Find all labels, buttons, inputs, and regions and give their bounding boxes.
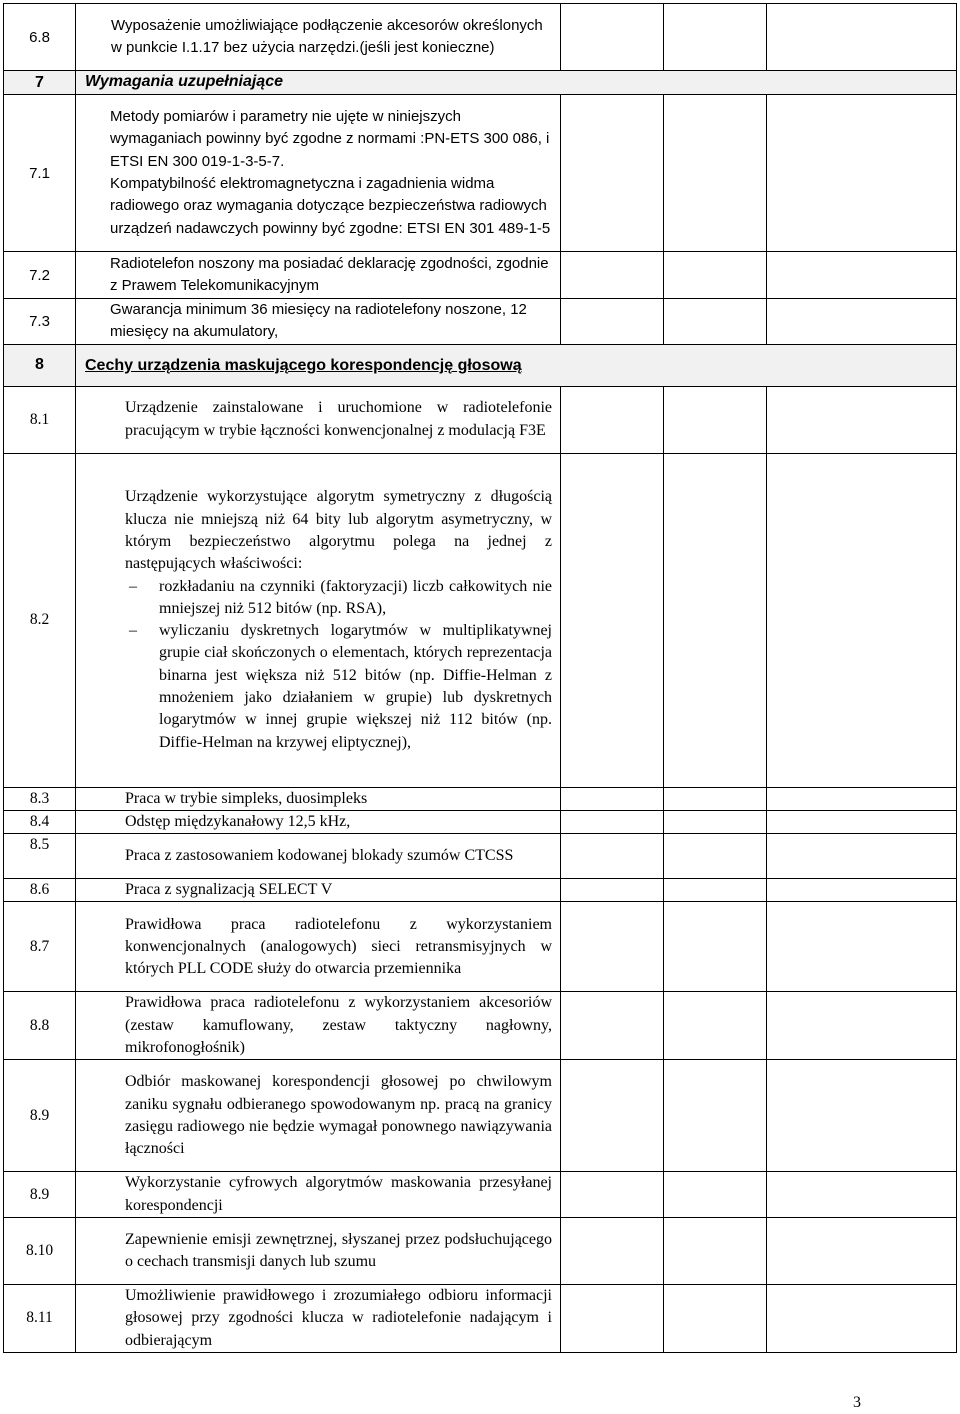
section-number: 7	[4, 71, 76, 95]
row-description: Wyposażenie umożliwiające podłączenie akcesorów określonych w punkcie I.1.17 bez użycia narzędzi.(jeśli jest konieczne)	[76, 4, 561, 71]
list-item: – wyliczaniu dyskretnych logarytmów w multiplikatywnej grupie ciał skończonych o elementach, których reprezentacja binarna jest większa niż 512 bitów (np. Diffie-Helman z mnożeniem jako działaniem w grupie) lub dyskretnych logarytmów w innej grupie większej niż 112 bitów (np. Diffie-Helman na krzywej eliptycznej),	[159, 620, 552, 754]
row-number: 8.9	[4, 1172, 76, 1218]
empty-cell	[561, 252, 664, 299]
row-description: Urządzenie zainstalowane i uruchomione w radiotelefonie pracującym w trybie łączności konwencjonalnej z modulacją F3E	[76, 386, 561, 453]
empty-cell	[767, 299, 957, 345]
row-number: 7.3	[4, 299, 76, 345]
table-row	[4, 787, 957, 810]
row-description	[76, 453, 561, 787]
empty-cell	[767, 453, 957, 787]
row-description: Prawidłowa praca radiotelefonu z wykorzystaniem akcesoriów (zestaw kamuflowany, zestaw taktyczny nagłowny, mikrofonogłośnik)	[76, 992, 561, 1060]
row-description: Umożliwienie prawidłowego i zrozumiałego odbioru informacji głosowej przy zgodności klucza w radiotelefonie nadającym i odbierającym	[76, 1284, 561, 1352]
empty-cell	[561, 902, 664, 992]
row-number: 8.1	[4, 386, 76, 453]
empty-cell	[767, 95, 957, 252]
empty-cell	[664, 834, 767, 879]
empty-cell	[767, 879, 957, 902]
row-number: 8.2	[4, 453, 76, 787]
empty-cell	[767, 4, 957, 71]
paragraph: Kompatybilność elektromagnetyczna i zagadnienia widma radiowego oraz wymagania dotyczące bezpieczeństwa radiowych urządzeń nadawczych powinny być zgodne: ETSI EN 301 489-1-5	[110, 175, 551, 237]
empty-cell	[767, 1217, 957, 1284]
table-row	[4, 299, 957, 345]
empty-cell	[561, 386, 664, 453]
section-number: 8	[4, 344, 76, 386]
table-row	[4, 1217, 957, 1284]
empty-cell	[767, 810, 957, 833]
paragraph: Urządzenie wykorzystujące algorytm symetryczny z długością klucza nie mniejszą niż 64 bity lub algorytm asymetryczny, w którym bezpieczeństwo algorytmu polega na jednej z następujących właściwości:	[125, 488, 552, 573]
empty-cell	[664, 787, 767, 810]
empty-cell	[767, 1060, 957, 1172]
table-row	[4, 1172, 957, 1218]
row-description: Praca w trybie simpleks, duosimpleks	[76, 787, 561, 810]
empty-cell	[664, 386, 767, 453]
table-row	[4, 992, 957, 1060]
row-number: 8.9	[4, 1060, 76, 1172]
row-description: Gwarancja minimum 36 miesięcy na radiotelefony noszone, 12 miesięcy na akumulatory,	[76, 299, 561, 345]
row-number: 8.6	[4, 879, 76, 902]
table-row	[4, 1060, 957, 1172]
row-description: Praca z zastosowaniem kodowanej blokady szumów CTCSS	[76, 834, 561, 879]
empty-cell	[767, 834, 957, 879]
empty-cell	[664, 4, 767, 71]
empty-cell	[664, 252, 767, 299]
empty-cell	[561, 834, 664, 879]
section-header-row	[4, 344, 957, 386]
table-row	[4, 834, 957, 879]
empty-cell	[767, 1172, 957, 1218]
row-description: Prawidłowa praca radiotelefonu z wykorzystaniem konwencjonalnych (analogowych) sieci retransmisyjnych w których PLL CODE służy do otwarcia przemiennika	[76, 902, 561, 992]
empty-cell	[664, 1172, 767, 1218]
empty-cell	[561, 95, 664, 252]
empty-cell	[664, 810, 767, 833]
empty-cell	[561, 1060, 664, 1172]
page-number: 3	[853, 1394, 861, 1411]
row-number: 8.10	[4, 1217, 76, 1284]
section-title: Wymagania uzupełniające	[76, 71, 957, 95]
row-description: Wykorzystanie cyfrowych algorytmów maskowania przesyłanej korespondencji	[76, 1172, 561, 1218]
row-description	[76, 95, 561, 252]
row-description: Praca z sygnalizacją SELECT V	[76, 879, 561, 902]
empty-cell	[767, 787, 957, 810]
row-description: Zapewnienie emisji zewnętrznej, słyszanej przez podsłuchującego o cechach transmisji danych lub szumu	[76, 1217, 561, 1284]
empty-cell	[664, 1217, 767, 1284]
table-row	[4, 879, 957, 902]
empty-cell	[561, 992, 664, 1060]
empty-cell	[664, 1284, 767, 1352]
table-row	[4, 252, 957, 299]
list-item: – rozkładaniu na czynniki (faktoryzacji) liczb całkowitych nie mniejszej niż 512 bitów (np. RSA),	[159, 576, 552, 621]
empty-cell	[767, 252, 957, 299]
empty-cell	[664, 299, 767, 345]
empty-cell	[664, 95, 767, 252]
row-number: 8.4	[4, 810, 76, 833]
empty-cell	[664, 1060, 767, 1172]
empty-cell	[561, 1217, 664, 1284]
row-number: 6.8	[4, 4, 76, 71]
row-number: 8.11	[4, 1284, 76, 1352]
empty-cell	[767, 902, 957, 992]
empty-cell	[767, 386, 957, 453]
table-row	[4, 4, 957, 71]
paragraph: Metody pomiarów i parametry nie ujęte w niniejszych wymaganiach powinny być zgodne z normami :PN-ETS 300 086, i ETSI EN 300 019-1-3-5-7.	[110, 108, 550, 170]
empty-cell	[664, 453, 767, 787]
empty-cell	[767, 1284, 957, 1352]
row-number: 8.8	[4, 992, 76, 1060]
section-title-text: Cechy urządzenia maskującego korespondencję głosową	[85, 356, 522, 374]
bullet-list	[125, 576, 552, 754]
empty-cell	[664, 879, 767, 902]
section-header-row	[4, 71, 957, 95]
spec-table	[3, 3, 957, 1353]
row-description: Radiotelefon noszony ma posiadać deklarację zgodności, zgodnie z Prawem Telekomunikacyjnym	[76, 252, 561, 299]
empty-cell	[561, 4, 664, 71]
table-row	[4, 453, 957, 787]
table-row	[4, 386, 957, 453]
row-number: 8.7	[4, 902, 76, 992]
table-row	[4, 1284, 957, 1352]
table-row	[4, 95, 957, 252]
table-row	[4, 902, 957, 992]
empty-cell	[561, 879, 664, 902]
row-number: 7.2	[4, 252, 76, 299]
row-description: Odstęp międzykanałowy 12,5 kHz,	[76, 810, 561, 833]
empty-cell	[561, 787, 664, 810]
row-number: 8.5	[4, 834, 76, 879]
empty-cell	[561, 1172, 664, 1218]
empty-cell	[561, 1284, 664, 1352]
empty-cell	[664, 902, 767, 992]
empty-cell	[561, 810, 664, 833]
empty-cell	[664, 992, 767, 1060]
row-number: 7.1	[4, 95, 76, 252]
empty-cell	[561, 453, 664, 787]
empty-cell	[767, 992, 957, 1060]
row-description: Odbiór maskowanej korespondencji głosowej po chwilowym zaniku sygnału odbieranego spowodowanym np. pracą na granicy zasięgu radiowego nie będzie wymagał ponownego nawiązywania łączności	[76, 1060, 561, 1172]
empty-cell	[561, 299, 664, 345]
section-title	[76, 344, 957, 386]
table-row	[4, 810, 957, 833]
row-number: 8.3	[4, 787, 76, 810]
